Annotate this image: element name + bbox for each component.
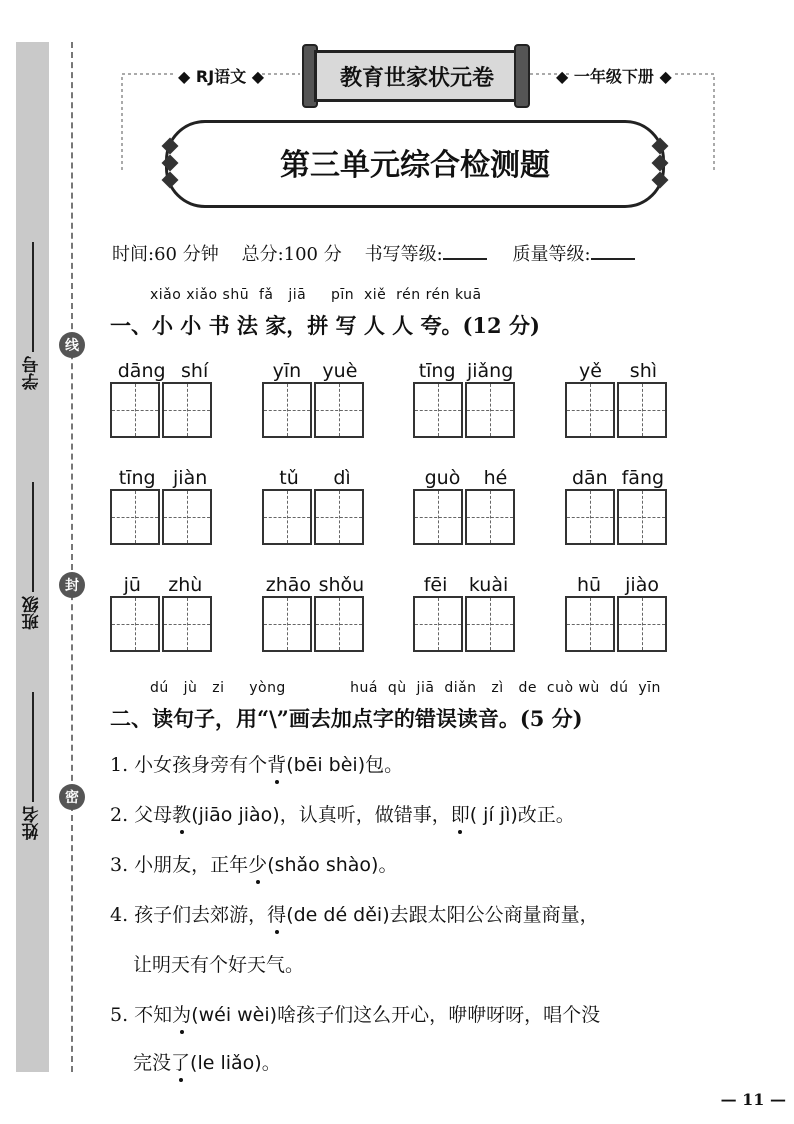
page-number: — 11 —	[720, 1090, 786, 1109]
pinyin-options[interactable]: ( jí jì)	[469, 804, 518, 826]
character-box-pair	[565, 382, 671, 440]
syllable: shǒu	[318, 574, 365, 596]
word-pinyin	[110, 574, 216, 596]
name-label: 姓名	[22, 806, 43, 840]
syllable: guò	[424, 467, 461, 489]
word-item	[262, 360, 368, 440]
writing-cell[interactable]	[262, 489, 312, 545]
writing-cell[interactable]	[617, 382, 667, 438]
section1-pinyin: xiǎo xiǎo shū fǎ jiā pīn xiě rén rén kuā	[150, 287, 482, 303]
q-text: 。	[261, 1052, 281, 1074]
page-title: 第三单元综合检测题	[280, 148, 550, 183]
word-item	[413, 467, 519, 547]
question-5-cont	[133, 1048, 281, 1075]
pinyin-options[interactable]: (de dé děi)	[286, 904, 390, 926]
writing-grade-blank[interactable]	[443, 258, 487, 260]
cut-line	[71, 42, 73, 1072]
dotted-char: 背	[267, 754, 287, 776]
word-item	[565, 467, 671, 547]
name-line	[30, 692, 34, 802]
score-info: 总分:100 分	[241, 244, 342, 265]
syllable: zhāo	[265, 574, 312, 596]
pinyin-options[interactable]: (shǎo shào)	[267, 854, 379, 876]
q-text: 去跟太阳公公商量商量，	[389, 904, 599, 926]
student-id-line	[30, 242, 34, 352]
class-label: 班级	[22, 596, 43, 630]
writing-cell[interactable]	[262, 596, 312, 652]
writing-cell[interactable]	[413, 489, 463, 545]
pinyin-options[interactable]: (le liǎo)	[190, 1052, 262, 1074]
syllable: jiǎng	[466, 360, 514, 382]
character-box-pair	[413, 596, 519, 654]
section2-pinyin: dú jù zi yòng huá qù jiā diǎn zì de cuò wù dú yīn	[150, 680, 661, 696]
student-id-label: 学号	[22, 356, 43, 390]
syllable: hé	[483, 467, 508, 489]
q-text: 3. 小朋友，正年	[110, 854, 249, 876]
writing-grade-label: 书写等级:	[364, 244, 443, 265]
word-pinyin	[110, 360, 216, 382]
writing-cell[interactable]	[162, 596, 212, 652]
brand-scroll	[300, 44, 530, 106]
q-text: 4. 孩子们去郊游，	[110, 904, 268, 926]
q-text: 啥孩子们这么开心，咿咿呀呀，唱个没	[277, 1004, 601, 1026]
scroll-right-roll	[514, 44, 530, 108]
quality-grade-label: 质量等级:	[512, 244, 591, 265]
character-box-pair	[413, 489, 519, 547]
question-3	[110, 850, 398, 877]
word-item	[110, 467, 216, 547]
writing-cell[interactable]	[565, 382, 615, 438]
quality-grade-blank[interactable]	[591, 258, 635, 260]
syllable: shí	[181, 360, 209, 382]
character-box-pair	[110, 596, 216, 654]
question-4	[110, 900, 599, 927]
syllable: shì	[629, 360, 658, 382]
grade-tag-text: 一年级下册	[573, 67, 654, 86]
writing-cell[interactable]	[465, 489, 515, 545]
syllable: dāng	[117, 360, 166, 382]
word-item	[110, 360, 216, 440]
word-pinyin	[565, 467, 671, 489]
section1-title: 一、小 小 书 法 家，拼 写 人 人 夸。(12 分)	[110, 313, 540, 338]
q-text: 改正。	[517, 804, 575, 826]
syllable: tǔ	[279, 467, 299, 489]
writing-cell[interactable]	[162, 489, 212, 545]
word-item	[110, 574, 216, 654]
word-pinyin	[262, 574, 368, 596]
word-item	[413, 574, 519, 654]
class-field[interactable]	[14, 470, 50, 630]
pinyin-options[interactable]: (bēi bèi)	[286, 754, 366, 776]
word-item	[565, 574, 671, 654]
dotted-char: 得	[267, 904, 287, 926]
syllable: hū	[577, 574, 602, 596]
word-item	[413, 360, 519, 440]
character-box-pair	[262, 596, 368, 654]
syllable: jiào	[625, 574, 659, 596]
syllable: yuè	[322, 360, 358, 382]
pinyin-options[interactable]: (jiāo jiào)	[191, 804, 280, 826]
q-text: 完没	[133, 1052, 172, 1074]
syllable: zhù	[168, 574, 203, 596]
seal-char-line: 线	[59, 332, 85, 358]
word-pinyin	[110, 467, 216, 489]
syllable: yīn	[272, 360, 302, 382]
q-text: 2. 父母	[110, 804, 173, 826]
subject-tag-text: RJ语文	[195, 67, 247, 86]
writing-cell[interactable]	[110, 382, 160, 438]
syllable: dì	[333, 467, 351, 489]
writing-cell[interactable]	[110, 489, 160, 545]
writing-cell[interactable]	[314, 596, 364, 652]
class-line	[30, 482, 34, 592]
syllable: fēi	[423, 574, 448, 596]
writing-cell[interactable]	[617, 489, 667, 545]
section2-title: 二、读句子，用“\”画去加点字的错误读音。(5 分)	[110, 706, 583, 731]
writing-cell[interactable]	[565, 489, 615, 545]
pinyin-options[interactable]: (wéi wèi)	[191, 1004, 278, 1026]
writing-cell[interactable]	[465, 382, 515, 438]
syllable: yě	[578, 360, 602, 382]
time-info: 时间:60 分钟	[112, 244, 219, 265]
syllable: jiàn	[173, 467, 208, 489]
word-item	[262, 467, 368, 547]
word-item	[262, 574, 368, 654]
dotted-char: 少	[248, 854, 268, 876]
dotted-char: 了	[171, 1052, 191, 1074]
q-text: 。	[378, 854, 398, 876]
writing-cell[interactable]	[565, 596, 615, 652]
grade-tag: ◆ 一年级下册 ◆	[556, 67, 672, 86]
question-5	[110, 1000, 600, 1027]
name-field[interactable]	[14, 690, 50, 840]
word-pinyin	[565, 574, 671, 596]
dotted-char: 为	[172, 1004, 192, 1026]
writing-cell[interactable]	[314, 382, 364, 438]
question-2	[110, 800, 575, 827]
q-text: 1. 小女孩身旁有个	[110, 754, 268, 776]
writing-cell[interactable]	[110, 596, 160, 652]
dotted-char: 即	[450, 804, 470, 826]
syllable: tīng	[118, 467, 156, 489]
q-text: ，认真听，做错事，	[279, 804, 451, 826]
syllable: tīng	[418, 360, 456, 382]
writing-cell[interactable]	[262, 382, 312, 438]
writing-cell[interactable]	[617, 596, 667, 652]
question-1	[110, 750, 403, 777]
word-item	[565, 360, 671, 440]
word-pinyin	[413, 360, 519, 382]
writing-cell[interactable]	[413, 382, 463, 438]
word-pinyin	[413, 574, 519, 596]
seal-char-seal: 封	[59, 572, 85, 598]
q-text: 包。	[365, 754, 404, 776]
word-pinyin	[413, 467, 519, 489]
seal-char-secret: 密	[59, 784, 85, 810]
syllable: jū	[123, 574, 141, 596]
syllable: fāng	[621, 467, 665, 489]
question-4-cont: 让明天有个好天气。	[133, 954, 305, 976]
character-box-pair	[262, 382, 368, 440]
exam-info	[112, 240, 655, 266]
character-box-pair	[565, 489, 671, 547]
writing-cell[interactable]	[314, 489, 364, 545]
writing-cell[interactable]	[413, 596, 463, 652]
brand-title: 教育世家状元卷	[314, 50, 520, 102]
syllable: kuài	[468, 574, 509, 596]
student-id-field[interactable]	[14, 240, 50, 390]
word-pinyin	[565, 360, 671, 382]
q-text: 5. 不知	[110, 1004, 173, 1026]
writing-cell[interactable]	[465, 596, 515, 652]
character-box-pair	[110, 489, 216, 547]
subject-tag: ◆ RJ语文 ◆	[178, 67, 265, 86]
word-pinyin	[262, 467, 368, 489]
syllable: dān	[571, 467, 608, 489]
word-pinyin	[262, 360, 368, 382]
character-box-pair	[262, 489, 368, 547]
character-box-pair	[110, 382, 216, 440]
character-box-pair	[413, 382, 519, 440]
writing-cell[interactable]	[162, 382, 212, 438]
character-box-pair	[565, 596, 671, 654]
dotted-char: 教	[172, 804, 192, 826]
